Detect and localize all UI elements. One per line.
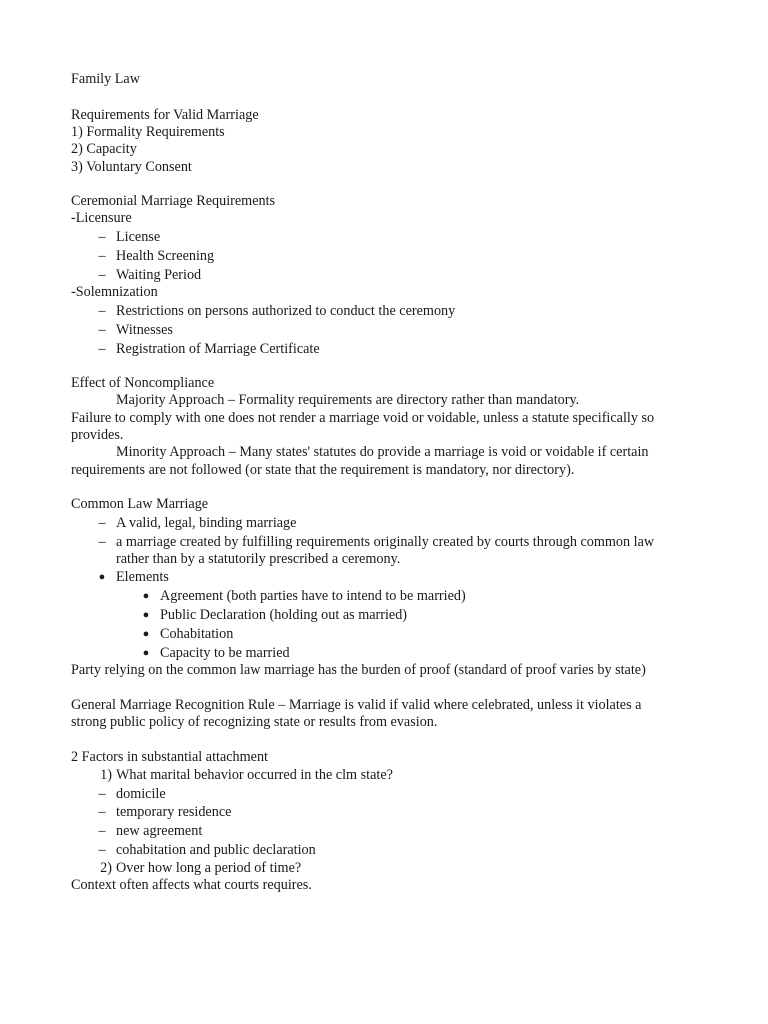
number-marker: 2) (100, 860, 112, 876)
element-item: Cohabitation (160, 626, 234, 642)
dash-marker: – (98, 229, 106, 245)
factor-subitem: domicile (116, 786, 166, 802)
common-law-heading: Common Law Marriage (71, 496, 209, 512)
licensure-item: Waiting Period (116, 267, 202, 283)
dash-marker: – (98, 534, 106, 550)
majority-approach-line: provides. (71, 427, 124, 443)
common-law-item: A valid, legal, binding marriage (116, 515, 297, 531)
element-item: Agreement (both parties have to intend to be married) (160, 588, 466, 604)
dash-marker: – (98, 267, 106, 283)
dash-marker: – (98, 341, 106, 357)
dash-marker: – (98, 823, 106, 839)
factor-subitem: new agreement (116, 823, 203, 839)
solemnization-item: Witnesses (116, 322, 173, 338)
licensure-item: Health Screening (116, 248, 215, 264)
solemnization-item: Restrictions on persons authorized to conduct the ceremony (116, 303, 456, 319)
majority-approach-line: Majority Approach – Formality requirements are directory rather than mandatory. (116, 392, 580, 408)
requirement-item: 3) Voluntary Consent (71, 159, 192, 175)
dash-marker: – (98, 804, 106, 820)
requirement-item: 1) Formality Requirements (71, 124, 225, 140)
common-law-item-continued: rather than by a statutorily prescribed a ceremony. (116, 551, 401, 567)
bullet-marker: ● (142, 647, 150, 659)
minority-approach-line: Minority Approach – Many states' statutes do provide a marriage is void or voidable if certain (116, 444, 649, 460)
noncompliance-heading: Effect of Noncompliance (71, 375, 215, 391)
minority-approach-line: requirements are not followed (or state that the requirement is mandatory, nor directory). (71, 462, 575, 478)
elements-label: Elements (116, 569, 169, 585)
factor-subitem: temporary residence (116, 804, 232, 820)
solemnization-label: -Solemnization (71, 284, 158, 300)
bullet-marker: ● (142, 628, 150, 640)
element-item: Capacity to be married (160, 645, 290, 661)
requirements-heading: Requirements for Valid Marriage (71, 107, 259, 123)
bullet-marker: ● (98, 571, 106, 583)
recognition-rule-line: General Marriage Recognition Rule – Marriage is valid if valid where celebrated, unless it violates a (71, 697, 642, 713)
ceremonial-heading: Ceremonial Marriage Requirements (71, 193, 276, 209)
majority-approach-line: Failure to comply with one does not render a marriage void or voidable, unless a statute specifically so (71, 410, 655, 426)
element-item: Public Declaration (holding out as married) (160, 607, 408, 623)
licensure-item: License (116, 229, 161, 245)
dash-marker: – (98, 303, 106, 319)
factor-question: Over how long a period of time? (116, 860, 302, 876)
context-note: Context often affects what courts requires. (71, 877, 312, 893)
dash-marker: – (98, 842, 106, 858)
recognition-rule-line: strong public policy of recognizing state or results from evasion. (71, 714, 438, 730)
number-marker: 1) (100, 767, 112, 783)
bullet-marker: ● (142, 590, 150, 602)
licensure-label: -Licensure (71, 210, 132, 226)
factor-subitem: cohabitation and public declaration (116, 842, 316, 858)
dash-marker: – (98, 322, 106, 338)
requirement-item: 2) Capacity (71, 141, 137, 157)
dash-marker: – (98, 786, 106, 802)
bullet-marker: ● (142, 609, 150, 621)
document-title: Family Law (71, 71, 140, 87)
dash-marker: – (98, 515, 106, 531)
factors-heading: 2 Factors in substantial attachment (71, 749, 269, 765)
burden-of-proof-text: Party relying on the common law marriage has the burden of proof (standard of proof varies by state) (71, 662, 646, 678)
solemnization-item: Registration of Marriage Certificate (116, 341, 320, 357)
common-law-item: a marriage created by fulfilling requirements originally created by courts through common law (116, 534, 655, 550)
factor-question: What marital behavior occurred in the clm state? (116, 767, 393, 783)
dash-marker: – (98, 248, 106, 264)
